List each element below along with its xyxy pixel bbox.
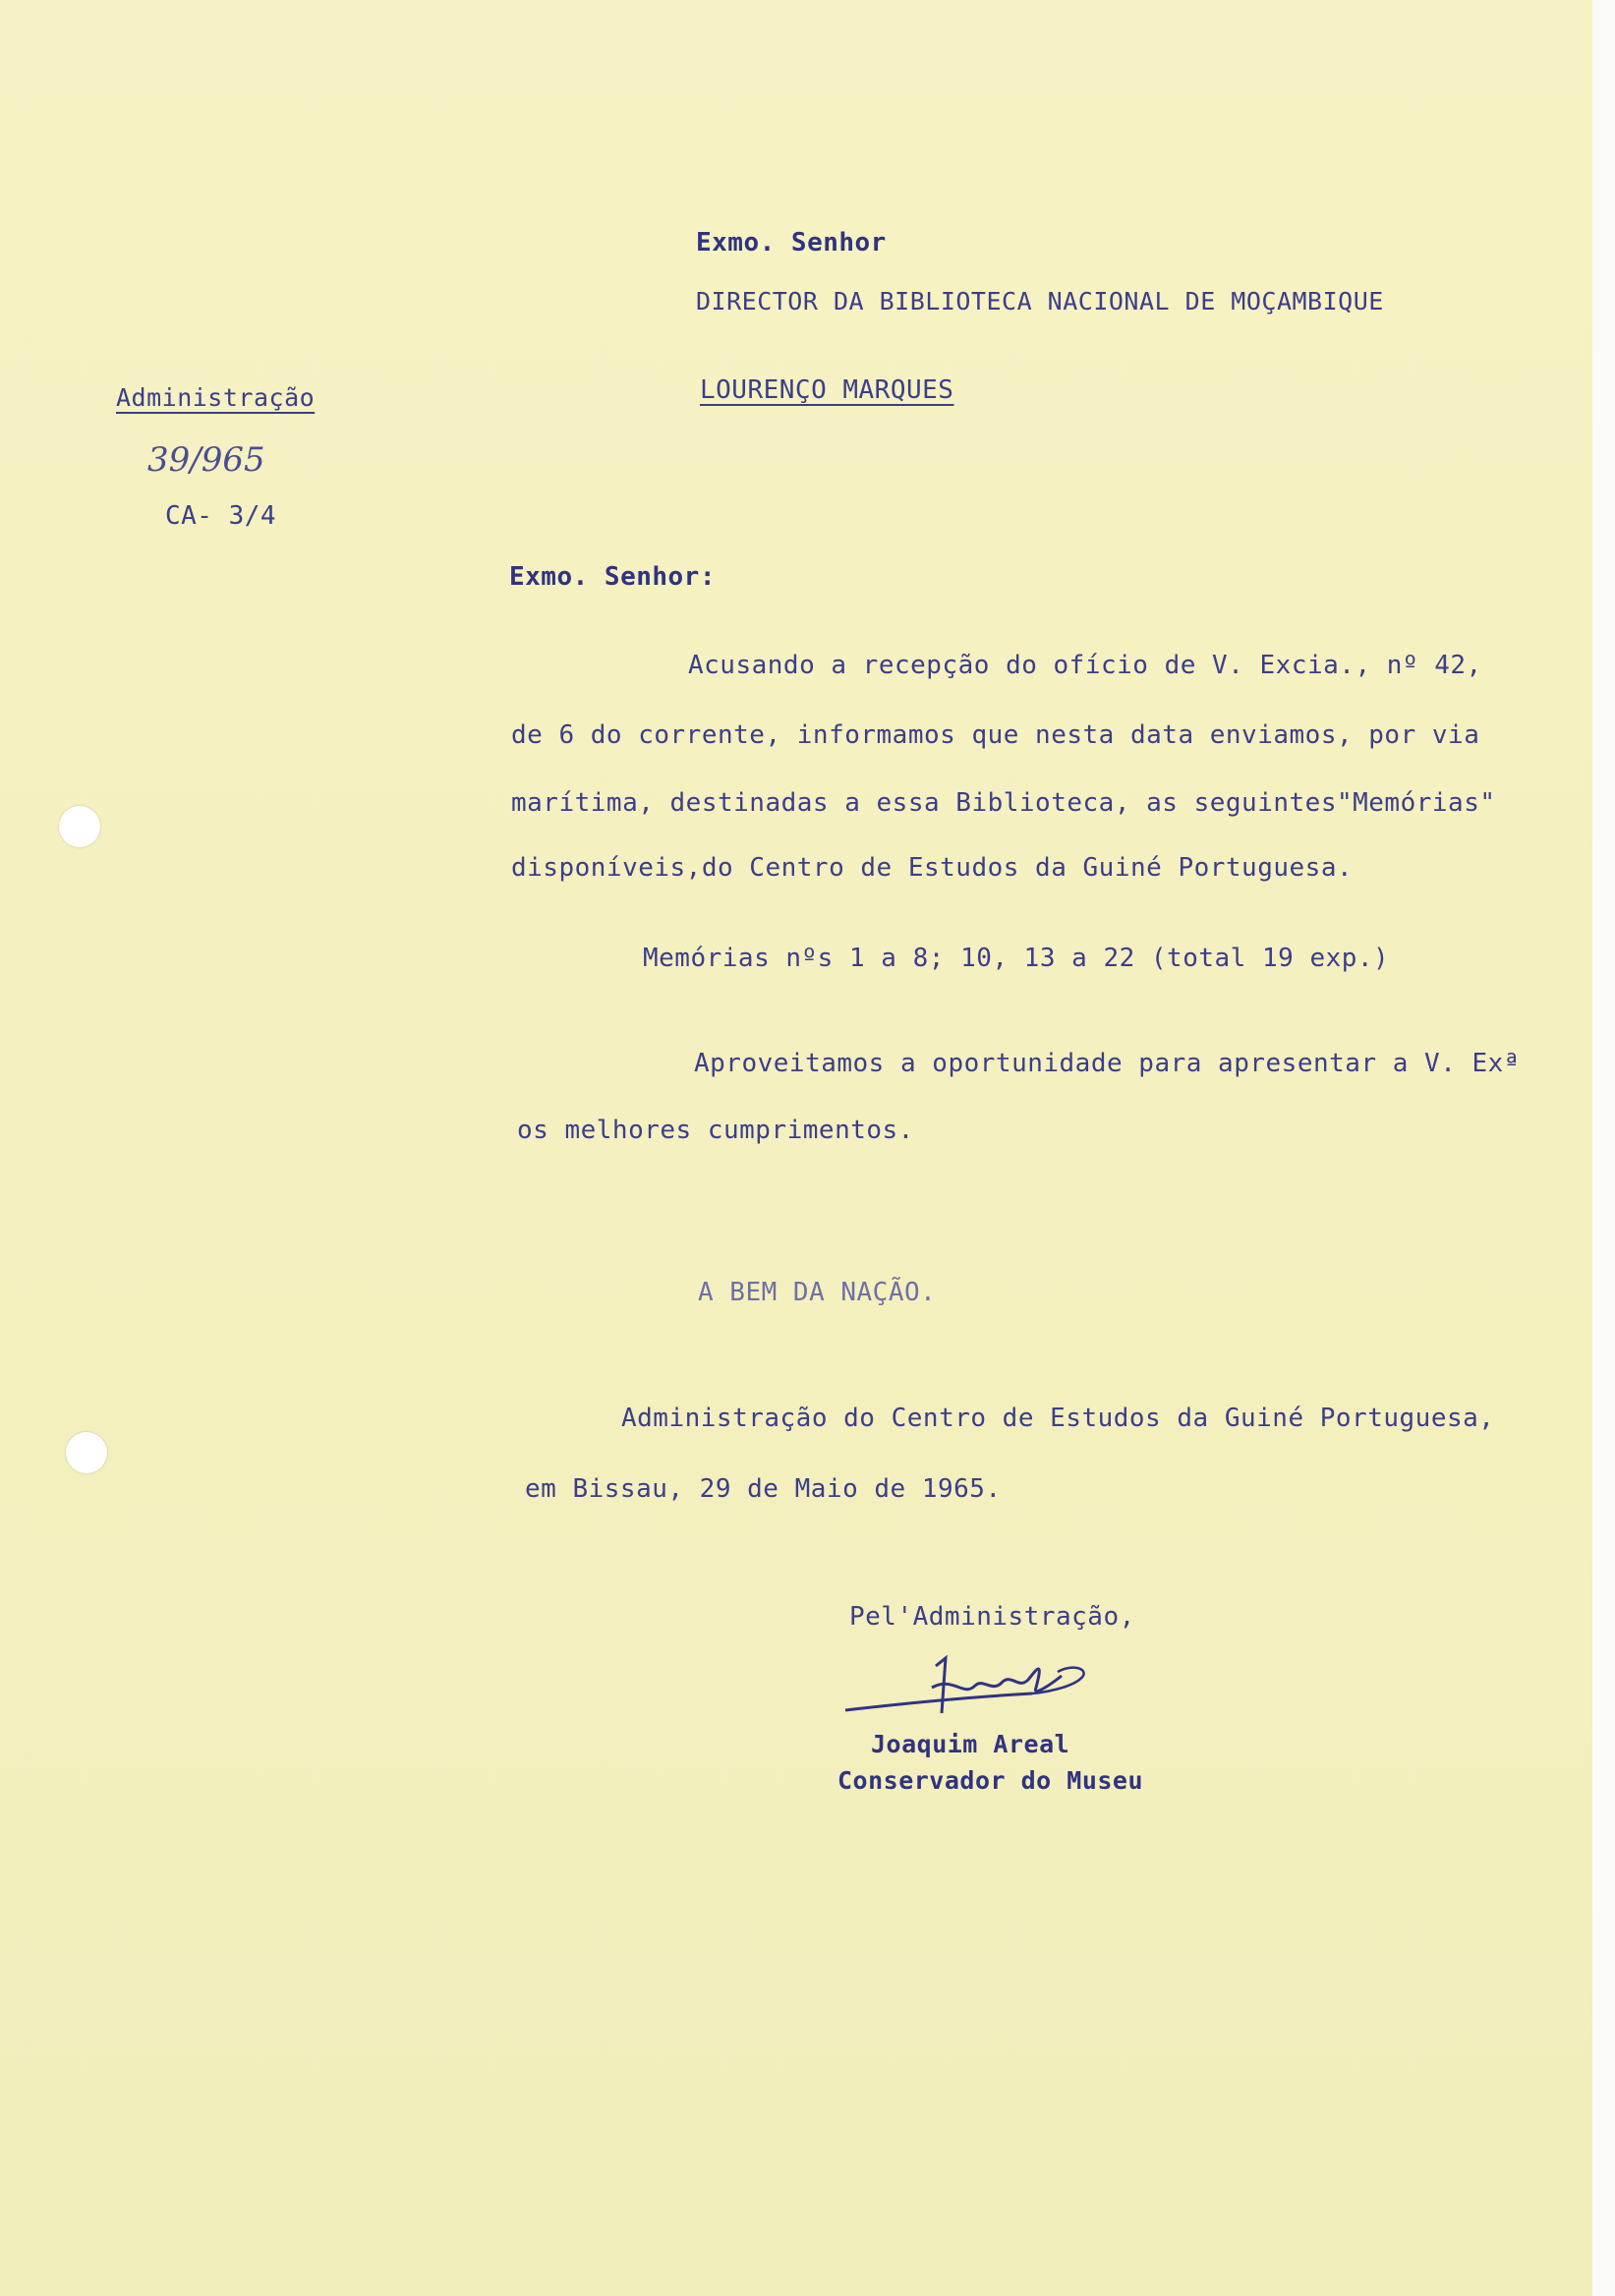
reference-code: CA- 3/4 [165, 501, 277, 531]
addressee-city: LOURENÇO MARQUES [700, 375, 954, 405]
memorias-list: Memórias nºs 1 a 8; 10, 13 a 22 (total 19 exp.) [643, 944, 1390, 973]
reference-number: 39/965 [147, 440, 265, 480]
signature-on-behalf: Pel'Administração, [849, 1602, 1135, 1632]
reference-department: Administração [116, 383, 316, 412]
scan-margin [1592, 0, 1615, 2296]
place-date-line: em Bissau, 29 de Maio de 1965. [525, 1474, 1002, 1504]
paragraph-1-line-2: de 6 do corrente, informamos que nesta data enviamos, por via [511, 720, 1480, 750]
signatory-role: Conservador do Museu [837, 1766, 1144, 1795]
paragraph-2-line-1: Aproveitamos a oportunidade para apresentar a V. Exª [694, 1049, 1520, 1078]
punch-hole-top [59, 806, 100, 847]
paragraph-1-line-3: marítima, destinadas a essa Biblioteca, as seguintes"Memórias" [511, 788, 1496, 818]
punch-hole-bottom [66, 1432, 107, 1473]
place-line-1: Administração do Centro de Estudos da Guiné Portuguesa, [621, 1404, 1495, 1433]
signatory-name: Joaquim Areal [871, 1730, 1070, 1758]
addressee-title: DIRECTOR DA BIBLIOTECA NACIONAL DE MOÇAMBIQUE [696, 287, 1384, 316]
paragraph-1-line-1: Acusando a recepção do ofício de V. Excia., nº 42, [688, 651, 1482, 680]
paragraph-2-line-2: os melhores cumprimentos. [517, 1116, 914, 1145]
handwritten-signature [826, 1636, 1121, 1745]
addressee-salutation: Exmo. Senhor [696, 228, 887, 258]
closing-formula: A BEM DA NAÇÃO. [698, 1278, 937, 1307]
paragraph-1-line-4: disponíveis,do Centro de Estudos da Guiné Portuguesa. [511, 853, 1354, 883]
letter-greeting: Exmo. Senhor: [509, 562, 716, 592]
